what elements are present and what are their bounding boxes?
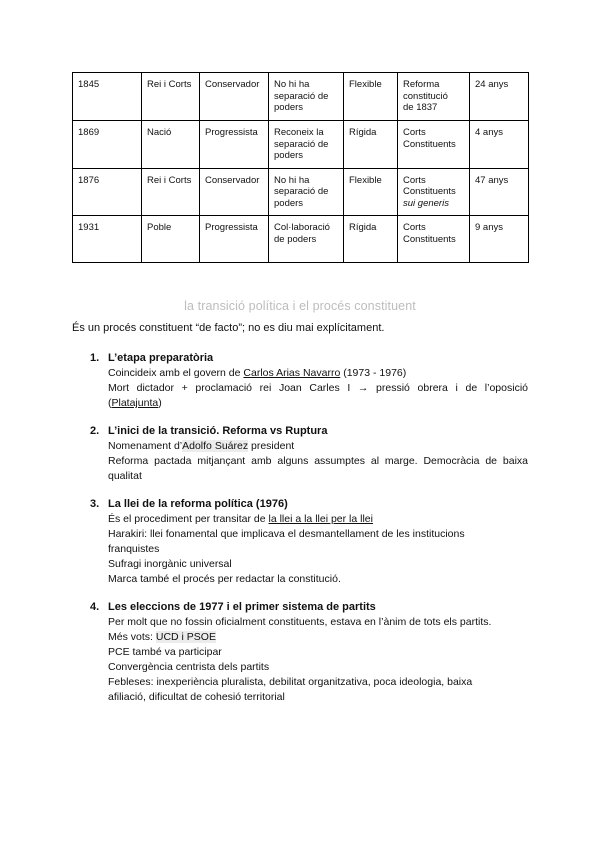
powers-cell: Col·laboració de poders xyxy=(269,216,344,263)
section-heading: la transició política i el procés constituent xyxy=(184,299,416,313)
table-row xyxy=(73,168,529,216)
section-3 xyxy=(90,497,528,587)
character-cell: Progressista xyxy=(200,121,269,169)
year-cell: 1931 xyxy=(73,216,142,263)
adolfo-suarez-highlight: Adolfo Suárez xyxy=(182,440,249,452)
sovereignty-cell: Rei i Corts xyxy=(142,73,200,121)
duration-cell: 9 anys xyxy=(470,216,529,263)
powers-cell: No hi ha separació de poders xyxy=(269,168,344,216)
powers-cell: Reconeix la separació de poders xyxy=(269,121,344,169)
section-number: 2. xyxy=(90,425,100,437)
section-title: La llei de la reforma política (1976) xyxy=(108,498,288,510)
section-title: L’etapa preparatòria xyxy=(108,352,214,364)
section-number: 4. xyxy=(90,601,100,613)
origin-cell: Reforma constitució de 1837 xyxy=(398,73,470,121)
section-line: Nomenament d’Adolfo Suárez president xyxy=(108,440,295,452)
year-cell: 1876 xyxy=(73,168,142,216)
section-4 xyxy=(90,600,528,705)
character-cell: Conservador xyxy=(200,73,269,121)
section-line: Coincideix amb el govern de Carlos Arias Navarro (1973 - 1976) xyxy=(108,367,407,379)
duration-cell: 47 anys xyxy=(470,168,529,216)
section-line: Mort dictador + proclamació rei Joan Carles I → pressió obrera i de l’oposició xyxy=(108,382,528,394)
section-2 xyxy=(90,424,528,484)
powers-cell: No hi ha separació de poders xyxy=(269,73,344,121)
section-line: Convergència centrista dels partits xyxy=(108,661,270,673)
section-line: Més vots: UCD i PSOE xyxy=(108,631,216,643)
section-line: Febleses: inexperiència pluralista, debilitat organitzativa, poca ideologia, baixa xyxy=(108,676,473,688)
rigidity-cell: Rígida xyxy=(344,216,398,263)
section-title: Les eleccions de 1977 i el primer sistema de partits xyxy=(108,601,376,613)
constitutions-table xyxy=(72,72,529,263)
section-line: afiliació, dificultat de cohesió territorial xyxy=(108,691,285,703)
character-cell: Conservador xyxy=(200,168,269,216)
rigidity-cell: Rígida xyxy=(344,121,398,169)
sovereignty-cell: Nació xyxy=(142,121,200,169)
character-cell: Progressista xyxy=(200,216,269,263)
section-line: Harakiri: llei fonamental que implicava el desmantellament de les institucions xyxy=(108,528,465,540)
ucd-psoe-highlight: UCD i PSOE xyxy=(155,631,216,643)
section-number: 3. xyxy=(90,498,100,510)
section-line: Reforma pactada mitjançant amb alguns assumptes al marge. Democràcia de baixa xyxy=(108,455,528,467)
duration-cell: 4 anys xyxy=(470,121,529,169)
section-line: franquistes xyxy=(108,543,160,555)
rigidity-cell: Flexible xyxy=(344,73,398,121)
llei-link[interactable]: la llei a la llei per la llei xyxy=(268,513,373,525)
section-number: 1. xyxy=(90,352,100,364)
sovereignty-cell: Rei i Corts xyxy=(142,168,200,216)
table-row xyxy=(73,121,529,169)
origin-cell: Corts Constituents xyxy=(398,121,470,169)
duration-cell: 24 anys xyxy=(470,73,529,121)
section-line: qualitat xyxy=(108,470,142,482)
section-line: Sufragi inorgànic universal xyxy=(108,558,232,570)
table-row xyxy=(73,73,529,121)
section-title: L’inici de la transició. Reforma vs Ruptura xyxy=(108,425,328,437)
platajunta-link[interactable]: Platajunta xyxy=(111,397,159,409)
section-line: Per molt que no fossin oficialment constituents, estava en l’ànim de tots els partits. xyxy=(108,616,492,628)
section-line: Marca també el procés per redactar la constitució. xyxy=(108,573,341,585)
section-1 xyxy=(90,351,528,411)
sovereignty-cell: Poble xyxy=(142,216,200,263)
year-cell: 1869 xyxy=(73,121,142,169)
origin-cell: Corts Constituents sui generis xyxy=(398,168,470,216)
section-line: PCE també va participar xyxy=(108,646,222,658)
section-line: És el procediment per transitar de la llei a la llei per la llei xyxy=(108,513,373,525)
rigidity-cell: Flexible xyxy=(344,168,398,216)
origin-cell: Corts Constituents xyxy=(398,216,470,263)
table-row xyxy=(73,216,529,263)
section-line: (Platajunta) xyxy=(108,397,162,409)
year-cell: 1845 xyxy=(73,73,142,121)
intro-text: És un procés constituent “de facto”; no es diu mai explícitament. xyxy=(72,322,385,334)
carlos-arias-link[interactable]: Carlos Arias Navarro xyxy=(243,367,341,379)
